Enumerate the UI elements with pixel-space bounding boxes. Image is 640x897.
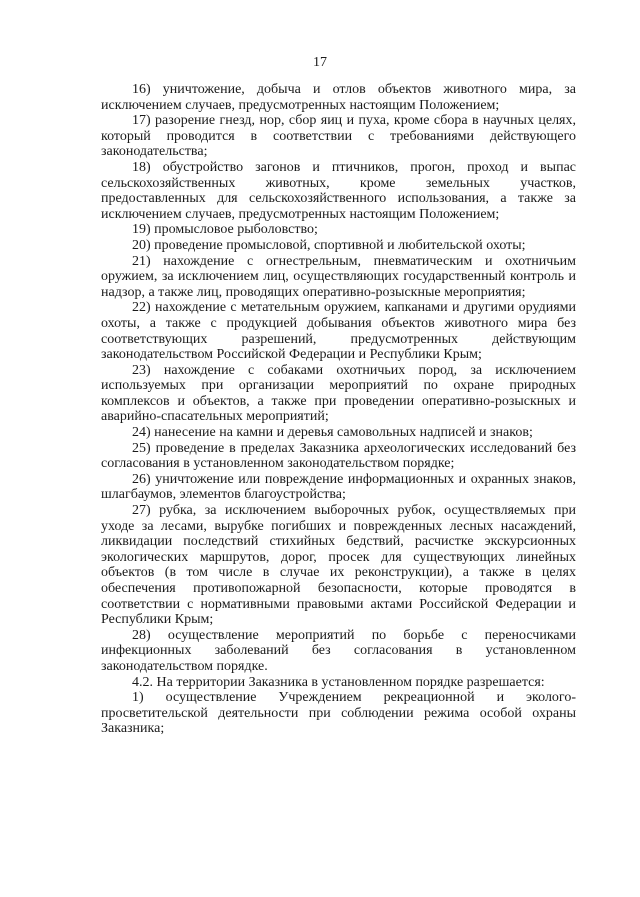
list-item: 20) проведение промысловой, спортивной и любительской охоты; [132, 237, 526, 253]
page-number: 17 [313, 55, 327, 70]
list-item: 28) осуществление мероприятий по борьбе с переносчиками инфекционных заболеваний без согласования в установленном законодательством порядке. [101, 627, 576, 674]
list-item: 18) обустройство загонов и птичников, прогон, проход и выпас сельскохозяйственных животных, кроме земельных участков, предоставленных для сельскохозяйственного использования, а также за исключением случаев, предусмотренных настоящим Положением; [101, 159, 576, 222]
list-item: 16) уничтожение, добыча и отлов объектов животного мира, за исключением случаев, предусмотренных настоящим Положением; [101, 82, 576, 113]
list-item: 24) нанесение на камни и деревья самовольных надписей и знаков; [132, 425, 533, 441]
list-item: 19) промысловое рыболовство; [132, 222, 318, 238]
list-item: 26) уничтожение или повреждение информационных и охранных знаков, шлагбаумов, элементов благоустройства; [101, 471, 576, 503]
document-body [101, 82, 576, 737]
list-item: 17) разорение гнезд, нор, сбор яиц и пуха, кроме сбора в научных целях, который проводится в соответствии с требованиями действующего законодательства; [101, 113, 576, 160]
list-item: 22) нахождение с метательным оружием, капканами и другими орудиями охоты, а также с продукцией добывания объектов животного мира без соответствующих разрешений, предусмотренных действующим законодательством Российской Федерации и Республики Крым; [101, 300, 576, 363]
section-heading: 4.2. На территории Заказника в установленном порядке разрешается: [132, 674, 545, 690]
list-item: 21) нахождение с огнестрельным, пневматическим и охотничьим оружием, за исключением лиц, осуществляющих государственный контроль и надзор, а также лиц, проводящих оперативно-розыскные мероприятия; [101, 253, 576, 300]
list-item: 1) осуществление Учреждением рекреационной и эколого-просветительской деятельности при соблюдении режима особой охраны Заказника; [101, 690, 576, 737]
list-item: 25) проведение в пределах Заказника археологических исследований без согласования в установленном законодательством порядке; [101, 440, 576, 472]
list-item: 27) рубка, за исключением выборочных рубок, осуществляемых при уходе за лесами, вырубке погибших и поврежденных лесных насаждений, ликвидации последствий стихийных бедствий, расчистке экскурсионных экологических маршрутов, дорог, просек для существующих линейных объектов (в том числе в случае их реконструкции), а также в целях обеспечения противопожарной безопасности, которые проводятся в соответствии с нормативными правовыми актами Российской Федерации и Республики Крым; [101, 503, 576, 628]
list-item: 23) нахождение с собаками охотничьих пород, за исключением используемых при организации мероприятий по охране природных комплексов и объектов, а также при проведении оперативно-розыскных и аварийно-спасательных мероприятий; [101, 362, 576, 425]
